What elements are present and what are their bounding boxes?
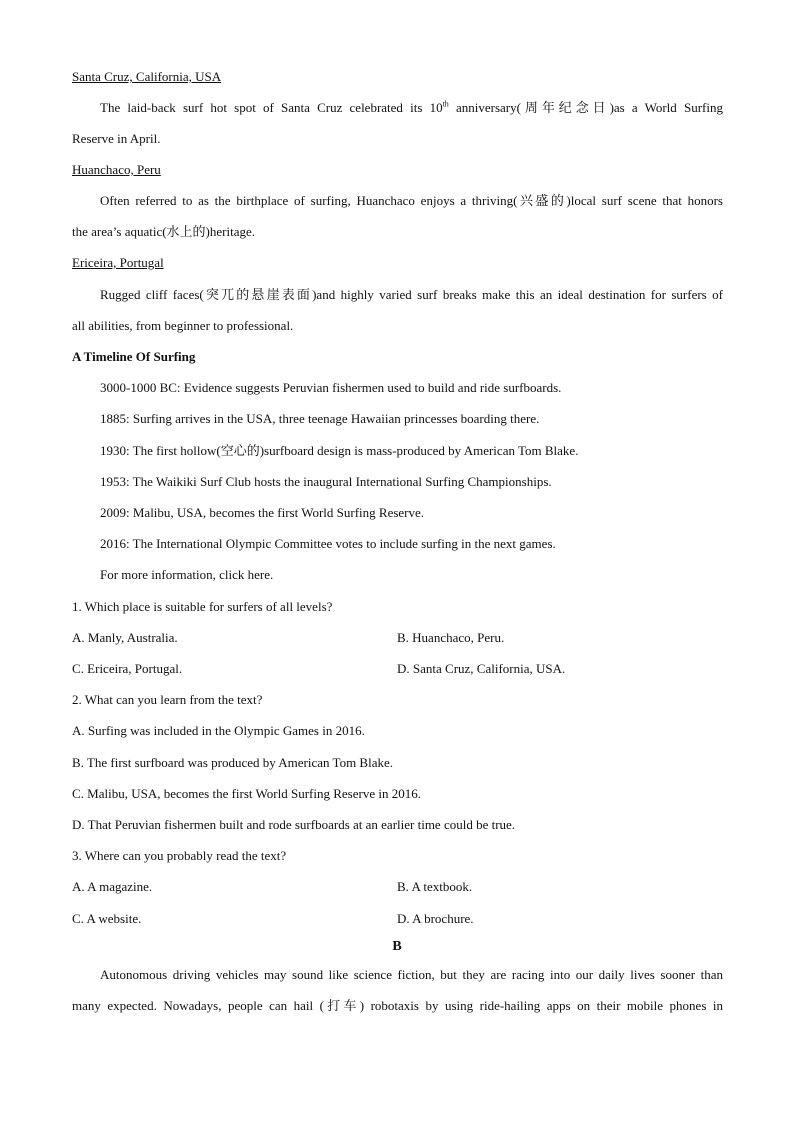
ericeira-line-2: all abilities, from beginner to professional. bbox=[72, 318, 294, 333]
question-2-option-a: A. Surfing was included in the Olympic Games in 2016. bbox=[72, 723, 365, 738]
timeline-item: 1953: The Waikiki Surf Club hosts the inaugural International Surfing Championships. bbox=[100, 474, 552, 489]
section-b-line-2: many expected. Nowadays, people can hail (打车) robotaxis by using ride-hailing apps on their mobile phones in bbox=[72, 998, 723, 1013]
question-1-option-c: C. Ericeira, Portugal. bbox=[72, 661, 183, 676]
santa-cruz-superscript: th bbox=[442, 99, 449, 109]
question-1-option-b: B. Huanchaco, Peru. bbox=[397, 630, 505, 645]
section-b-line-1: Autonomous driving vehicles may sound like science fiction, but they are racing into our daily lives sooner than bbox=[100, 967, 723, 982]
timeline-item: 2009: Malibu, USA, becomes the first World Surfing Reserve. bbox=[100, 505, 425, 520]
santa-cruz-line-2: Reserve in April. bbox=[72, 131, 161, 146]
question-3-stem: 3. Where can you probably read the text? bbox=[72, 848, 287, 863]
ericeira-line-1: Rugged cliff faces(突兀的悬崖表面)and highly varied surf breaks make this an ideal destination for surfers of bbox=[100, 287, 723, 302]
huanchaco-line-2: the area’s aquatic(水上的)heritage. bbox=[72, 224, 255, 239]
huanchaco-heading: Huanchaco, Peru bbox=[72, 162, 161, 177]
timeline-item: 2016: The International Olympic Committee votes to include surfing in the next games. bbox=[100, 536, 556, 551]
question-1-option-a: A. Manly, Australia. bbox=[72, 630, 178, 645]
question-2-option-d: D. That Peruvian fishermen built and rode surfboards at an earlier time could be true. bbox=[72, 817, 516, 832]
timeline-heading: A Timeline Of Surfing bbox=[72, 349, 196, 364]
santa-cruz-heading: Santa Cruz, California, USA bbox=[72, 69, 222, 84]
ericeira-heading: Ericeira, Portugal bbox=[72, 255, 164, 270]
timeline-item: 1885: Surfing arrives in the USA, three teenage Hawaiian princesses boarding there. bbox=[100, 411, 540, 426]
question-3-option-b: B. A textbook. bbox=[397, 879, 473, 894]
question-2-option-b: B. The first surfboard was produced by American Tom Blake. bbox=[72, 755, 394, 770]
santa-cruz-line-1 bbox=[100, 99, 723, 116]
question-1-stem: 1. Which place is suitable for surfers of all levels? bbox=[72, 599, 333, 614]
section-b-label: B bbox=[392, 939, 402, 954]
huanchaco-line-1: Often referred to as the birthplace of surfing, Huanchaco enjoys a thriving(兴盛的)local surf scene that honors bbox=[100, 193, 723, 208]
santa-cruz-text-b: anniversary(周年纪念日)as a World Surfing bbox=[448, 100, 723, 115]
timeline-item: 3000-1000 BC: Evidence suggests Peruvian fishermen used to build and ride surfboards. bbox=[100, 380, 562, 395]
timeline-item: 1930: The first hollow(空心的)surfboard design is mass-produced by American Tom Blake. bbox=[100, 443, 579, 458]
question-3-option-a: A. A magazine. bbox=[72, 879, 153, 894]
question-2-stem: 2. What can you learn from the text? bbox=[72, 692, 263, 707]
question-1-option-d: D. Santa Cruz, California, USA. bbox=[397, 661, 566, 676]
question-3-option-d: D. A brochure. bbox=[397, 911, 474, 926]
more-info-text: For more information, click here. bbox=[100, 567, 274, 582]
santa-cruz-text-a: The laid-back surf hot spot of Santa Cruz celebrated its 10 bbox=[100, 100, 443, 115]
question-2-option-c: C. Malibu, USA, becomes the first World Surfing Reserve in 2016. bbox=[72, 786, 421, 801]
question-3-option-c: C. A website. bbox=[72, 911, 142, 926]
